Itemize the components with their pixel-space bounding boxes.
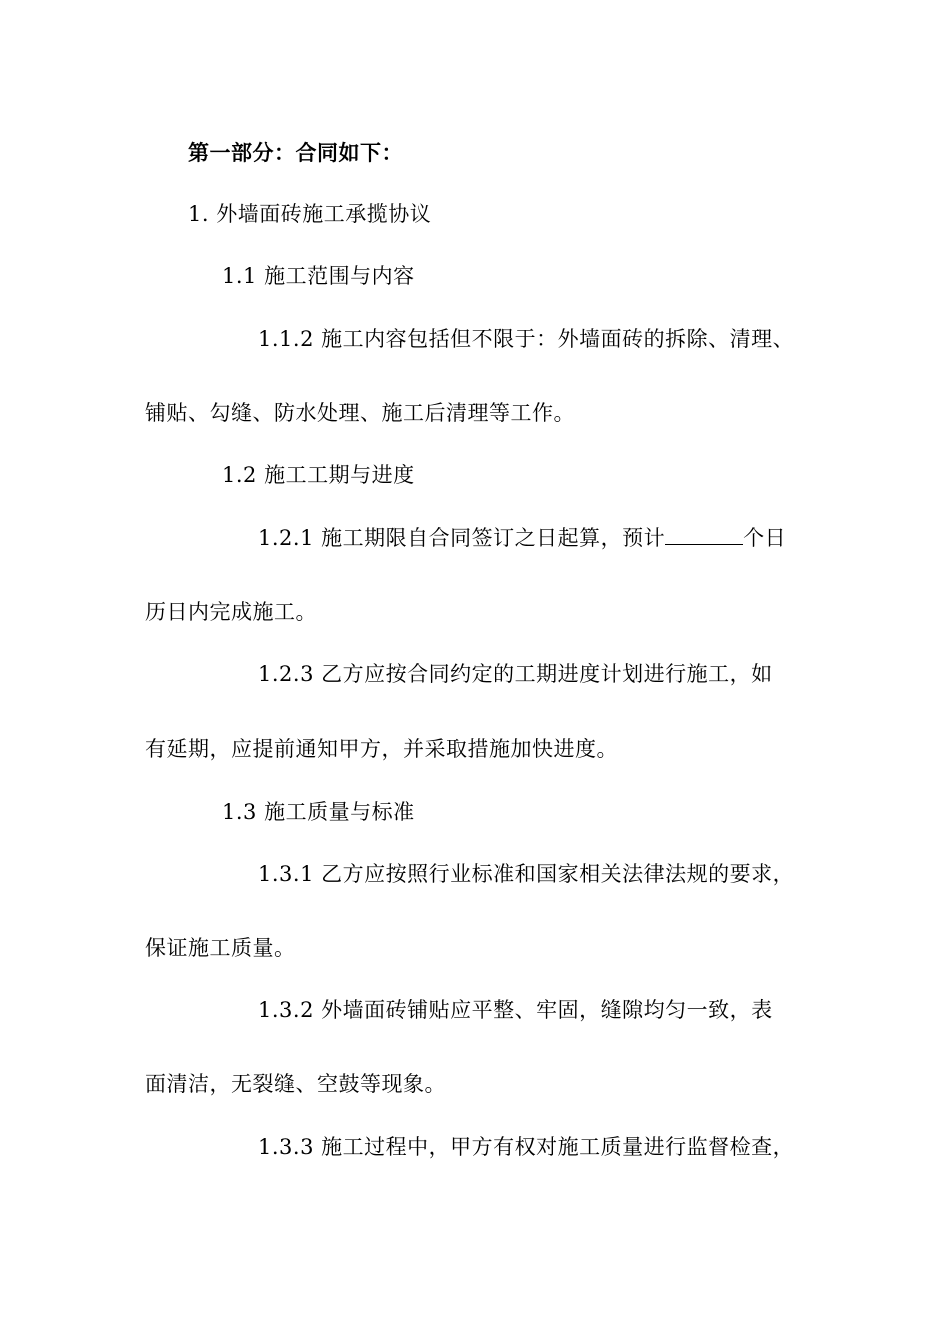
section-1-3-title: 1.3 施工质量与标准: [222, 800, 415, 824]
clause-1-3-2-line-2: 面清洁，无裂缝、空鼓等现象。: [145, 1072, 446, 1096]
clause-1-2-1-text-a: 1.2.1 施工期限自合同签订之日起算，预计: [258, 526, 666, 550]
clause-1-3-1-line-2: 保证施工质量。: [145, 936, 296, 960]
section-1-1-title: 1.1 施工范围与内容: [222, 264, 415, 288]
clause-1-2-1-text-b: 个日: [743, 526, 787, 550]
days-blank-field: [665, 526, 743, 545]
clause-1-1-2-line-2: 铺贴、勾缝、防水处理、施工后清理等工作。: [145, 401, 575, 425]
section-1-title: 1. 外墙面砖施工承揽协议: [188, 202, 432, 226]
part-heading: 第一部分：合同如下：: [188, 140, 403, 165]
clause-1-3-1-line-1: 1.3.1 乙方应按照行业标准和国家相关法律法规的要求，: [258, 862, 795, 886]
clause-1-3-3-line-1: 1.3.3 施工过程中，甲方有权对施工质量进行监督检查，: [258, 1135, 795, 1159]
clause-1-2-3-line-1: 1.2.3 乙方应按合同约定的工期进度计划进行施工，如: [258, 662, 773, 686]
clause-1-2-1-line-1: [258, 524, 786, 552]
clause-1-1-2-line-1: 1.1.2 施工内容包括但不限于：外墙面砖的拆除、清理、: [258, 327, 795, 351]
clause-1-2-3-line-2: 有延期，应提前通知甲方，并采取措施加快进度。: [145, 737, 618, 761]
clause-1-2-1-line-2: 历日内完成施工。: [145, 600, 317, 624]
clause-1-3-2-line-1: 1.3.2 外墙面砖铺贴应平整、牢固，缝隙均匀一致，表: [258, 998, 773, 1022]
section-1-2-title: 1.2 施工工期与进度: [222, 463, 415, 487]
